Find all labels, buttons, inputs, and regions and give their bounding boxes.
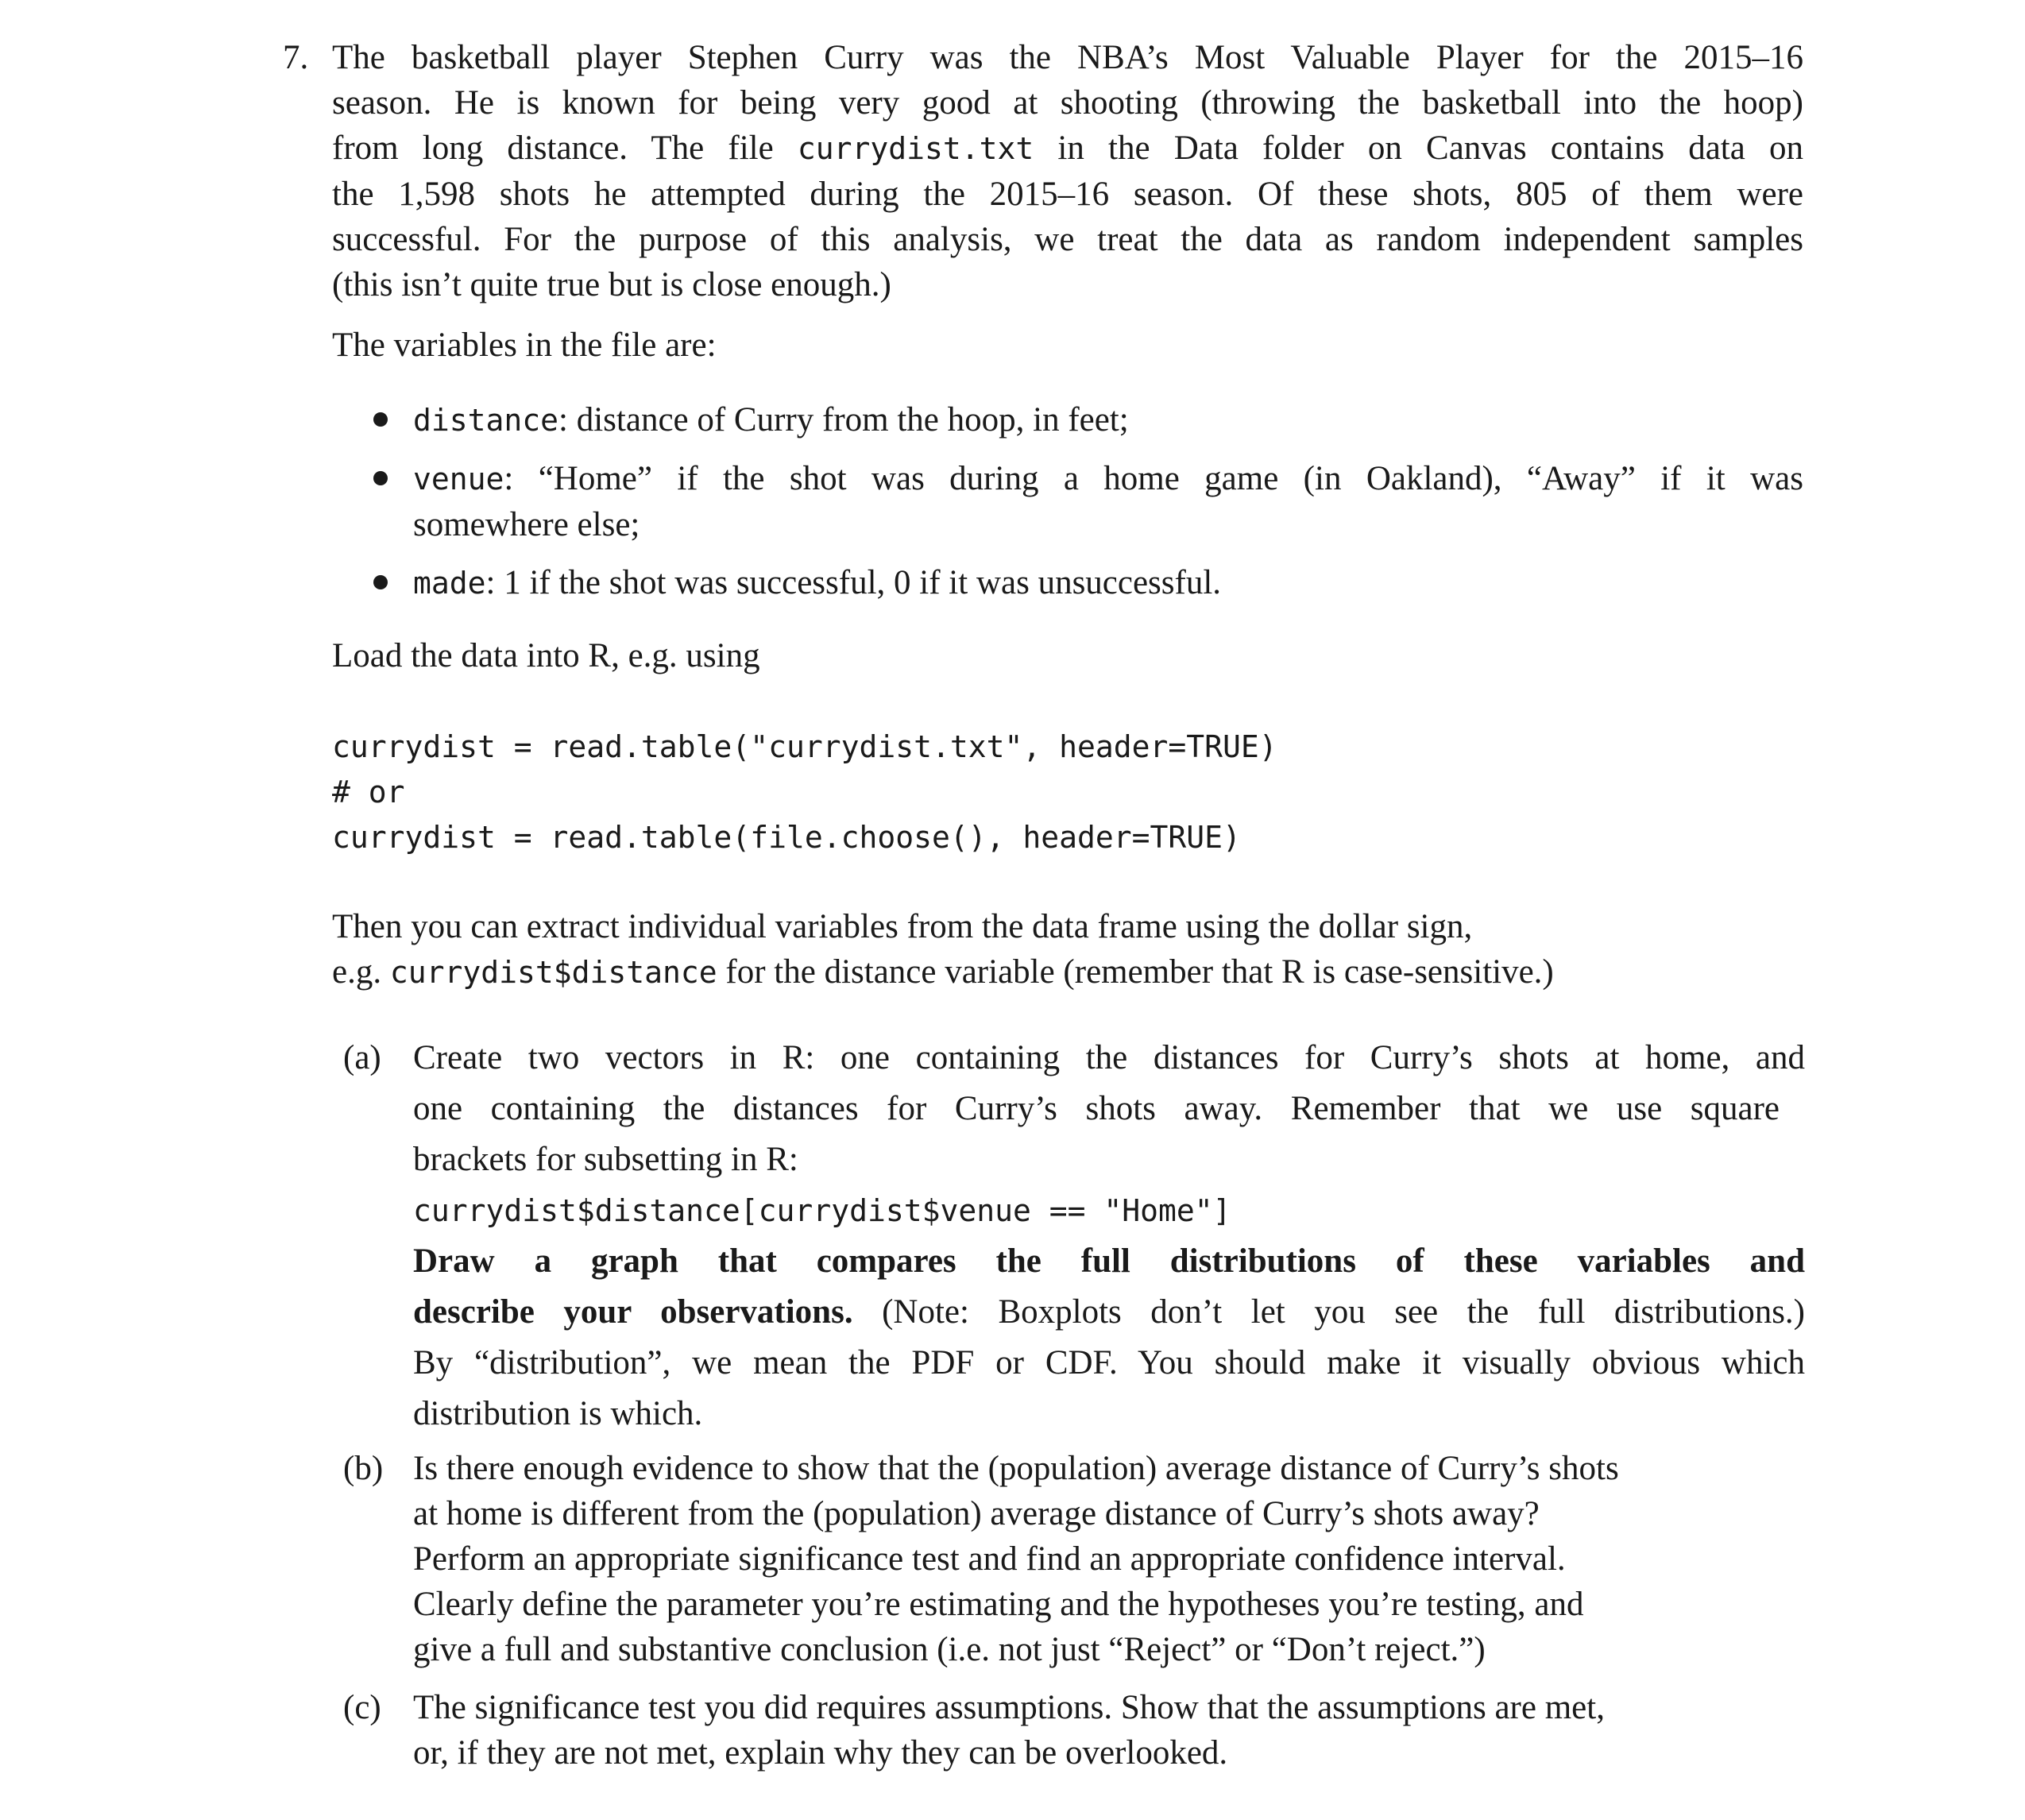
- question-parts: [343, 1033, 1805, 1776]
- part-line: Perform an appropriate significance test and find an appropriate confidence interval.: [413, 1540, 1566, 1578]
- intro-text: in the Data folder on Canvas contains data on: [1034, 129, 1803, 167]
- part-text: (Note: Boxplots don’t let you see the full distributions.): [852, 1293, 1805, 1331]
- part-a: [343, 1033, 1805, 1439]
- part-line: at home is different from the (population) average distance of Curry’s shots away?: [413, 1495, 1540, 1532]
- variable-desc: : 1 if the shot was successful, 0 if it was unsuccessful.: [485, 564, 1222, 601]
- part-line: give a full and substantive conclusion (i.e. not just “Reject” or “Don’t reject.”): [413, 1631, 1486, 1668]
- bullet-icon: [373, 471, 388, 485]
- part-line: one containing the distances for Curry’s shots away. Remember that we use square: [413, 1090, 1780, 1127]
- variable-name: venue: [413, 462, 504, 497]
- part-line: Create two vectors in R: one containing the distances for Curry’s shots at home, and: [413, 1039, 1805, 1076]
- code-line: currydist = read.table(file.choose(), header=TRUE): [332, 820, 1241, 855]
- extract-code: currydist$distance: [389, 955, 717, 990]
- variable-name: made: [413, 566, 486, 601]
- extract-text: for the distance variable (remember that R is case-sensitive.): [717, 953, 1554, 991]
- part-c: [343, 1685, 1805, 1776]
- part-bold-line: Draw a graph that compares the full distributions of these variables and: [413, 1242, 1805, 1280]
- intro-text: from long distance. The file: [332, 129, 798, 167]
- intro-line: the 1,598 shots he attempted during the 2015–16 season. Of these shots, 805 of them were: [332, 176, 1803, 213]
- code-line: currydist = read.table("currydist.txt", header=TRUE): [332, 729, 1277, 764]
- part-label: (b): [343, 1450, 384, 1487]
- extract-line: Then you can extract individual variables from the data frame using the dollar sign,: [332, 908, 1473, 945]
- variable-name: distance: [413, 403, 559, 438]
- list-item: [373, 397, 1803, 443]
- bullet-icon: [373, 575, 388, 589]
- part-line: brackets for subsetting in R:: [413, 1141, 798, 1178]
- extract-instruction: [332, 904, 1803, 995]
- variable-desc: : distance of Curry from the hoop, in feet;: [558, 401, 1129, 439]
- question-intro: [332, 35, 1803, 307]
- part-line: Is there enough evidence to show that the (population) average distance of Curry’s shots: [413, 1450, 1619, 1487]
- file-name-code: currydist.txt: [797, 131, 1034, 166]
- variables-list: [373, 397, 1803, 619]
- list-item: [373, 560, 1803, 606]
- intro-line: The basketball player Stephen Curry was the NBA’s Most Valuable Player for the 2015–16: [332, 39, 1803, 76]
- part-bold-text: describe your observations.: [413, 1293, 853, 1331]
- part-code: currydist$distance[currydist$venue == "Home"]: [413, 1193, 1231, 1228]
- code-block: [332, 725, 1277, 860]
- code-line: # or: [332, 775, 405, 810]
- part-line: or, if they are not met, explain why they can be overlooked.: [413, 1734, 1228, 1772]
- extract-text: e.g.: [332, 953, 390, 991]
- variable-desc: somewhere else;: [413, 506, 640, 543]
- question-number: 7.: [283, 39, 309, 76]
- variable-desc: : “Home” if the shot was during a home game (in Oakland), “Away” if it was: [504, 460, 1803, 497]
- part-line: The significance test you did requires assumptions. Show that the assumptions are met,: [413, 1689, 1605, 1726]
- bullet-icon: [373, 412, 388, 427]
- list-item: [373, 456, 1803, 547]
- part-label: (a): [343, 1039, 381, 1076]
- intro-line: [332, 126, 1803, 172]
- variables-title: The variables in the file are:: [332, 327, 717, 364]
- load-instruction: Load the data into R, e.g. using: [332, 637, 760, 674]
- intro-line: season. He is known for being very good at shooting (throwing the basketball into the hoop): [332, 84, 1803, 122]
- intro-line: (this isn’t quite true but is close enough.): [332, 266, 891, 303]
- part-line: Clearly define the parameter you’re estimating and the hypotheses you’re testing, and: [413, 1586, 1584, 1623]
- part-label: (c): [343, 1689, 381, 1726]
- part-line: By “distribution”, we mean the PDF or CDF. You should make it visually obvious which: [413, 1344, 1805, 1381]
- part-b: [343, 1446, 1805, 1672]
- intro-line: successful. For the purpose of this analysis, we treat the data as random independent samples: [332, 221, 1803, 258]
- part-line: distribution is which.: [413, 1395, 703, 1432]
